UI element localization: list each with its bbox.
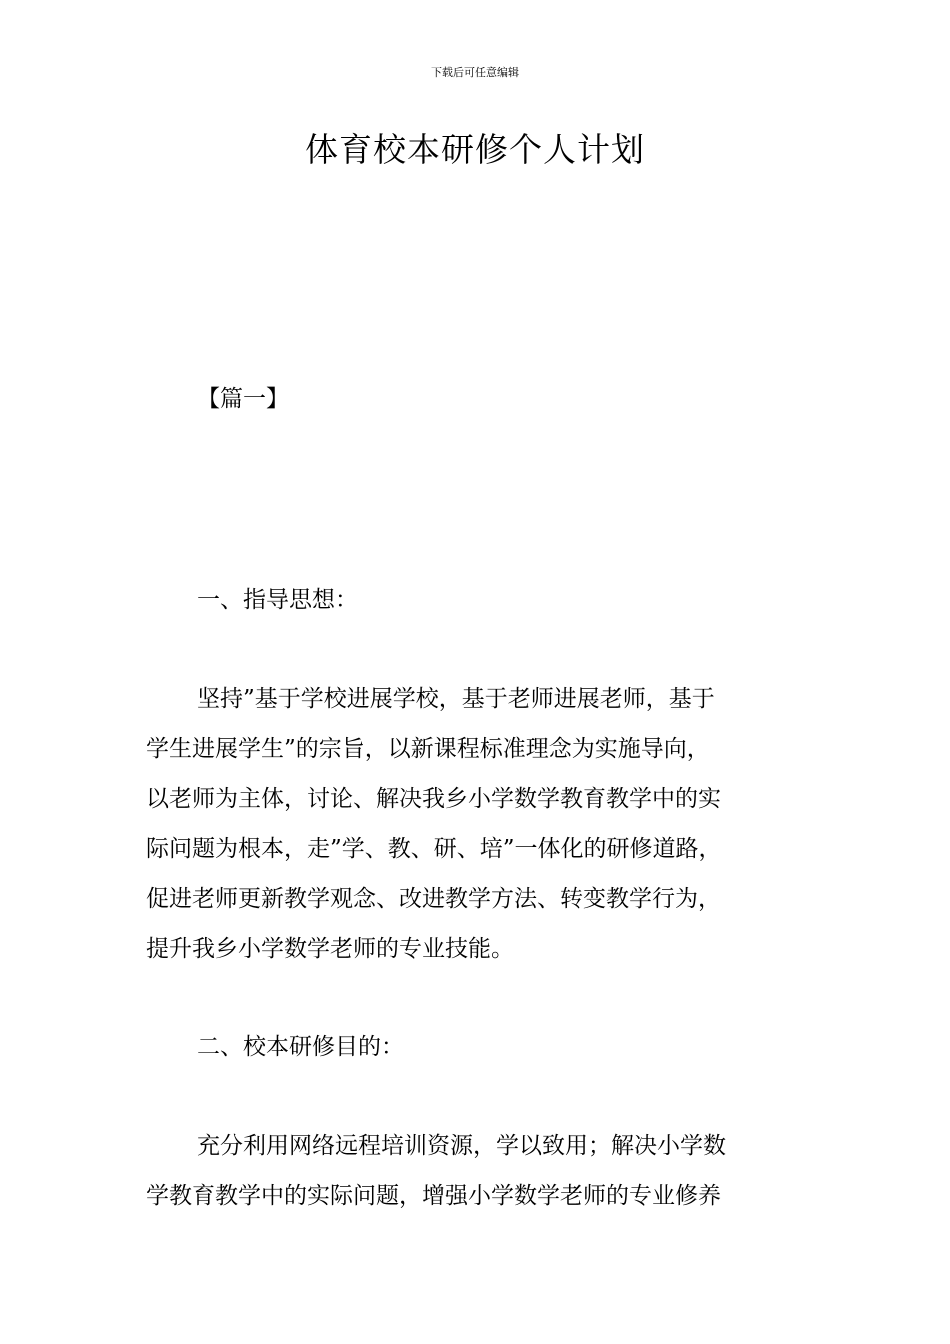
paragraph-line: 际问题为根本，走”学、教、研、培”一体化的研修道路， <box>146 836 722 862</box>
paragraph-line: 学教育教学中的实际问题，增强小学数学老师的专业修养 <box>146 1183 721 1209</box>
paragraph-line: 提升我乡小学数学老师的专业技能。 <box>146 936 514 962</box>
heading-guiding-ideology: 一、指导思想： <box>197 587 358 613</box>
section-label: 【篇一】 <box>197 386 289 412</box>
paragraph-line: 充分利用网络远程培训资源，学以致用；解决小学数 <box>197 1133 726 1159</box>
paragraph-research-purpose <box>146 1121 836 1221</box>
paragraph-line: 学生进展学生”的宗旨，以新课程标准理念为实施导向， <box>146 736 710 762</box>
document-title: 体育校本研修个人计划 <box>305 130 645 169</box>
heading-research-purpose: 二、校本研修目的： <box>197 1034 404 1060</box>
paragraph-line: 以老师为主体，讨论、解决我乡小学数学教育教学中的实 <box>146 786 721 812</box>
paragraph-line: 坚持”基于学校进展学校，基于老师进展老师，基于 <box>197 686 715 712</box>
header-note: 下载后可任意编辑 <box>431 66 519 79</box>
paragraph-guiding-ideology <box>146 674 836 974</box>
paragraph-line: 促进老师更新教学观念、改进教学方法、转变教学行为， <box>146 886 721 912</box>
